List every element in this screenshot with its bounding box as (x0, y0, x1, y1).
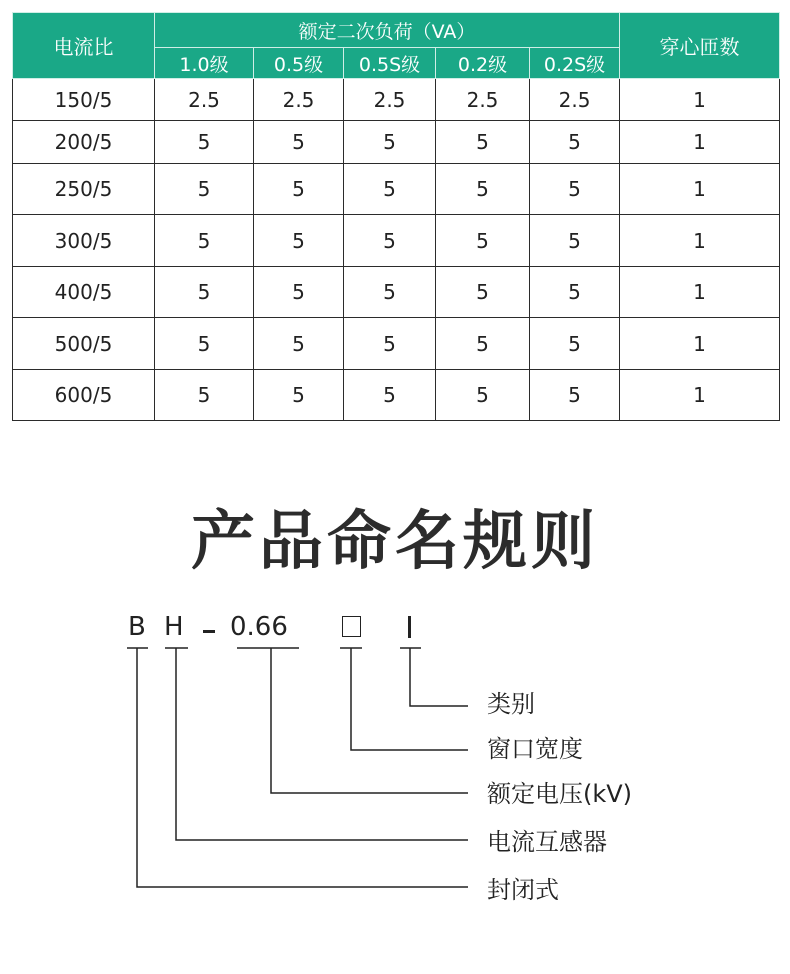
table-cell: 5 (436, 121, 530, 164)
table-cell: 5 (530, 121, 620, 164)
table-cell: 5 (436, 370, 530, 421)
table-cell: 5 (530, 215, 620, 267)
table-cell: 5 (155, 370, 254, 421)
table-cell: 1 (620, 215, 780, 267)
table-cell: 500/5 (13, 318, 155, 370)
table-cell: 5 (436, 164, 530, 215)
header-class-0-5s: 0.5S级 (344, 48, 436, 79)
table-cell: 5 (436, 215, 530, 267)
table-cell: 5 (530, 370, 620, 421)
label-current-transformer: 电流互感器 (487, 828, 607, 856)
table-cell: 5 (254, 164, 344, 215)
table-cell: 5 (155, 215, 254, 267)
table-cell: 5 (530, 318, 620, 370)
code-letter-h: H (164, 612, 184, 642)
table-cell: 5 (344, 164, 436, 215)
table-cell: 5 (344, 267, 436, 318)
label-sealed: 封闭式 (487, 876, 559, 904)
header-class-0-2s: 0.2S级 (530, 48, 620, 79)
table-cell: 2.5 (344, 79, 436, 121)
table-cell: 2.5 (155, 79, 254, 121)
table-cell: 1 (620, 318, 780, 370)
table-cell: 1 (620, 121, 780, 164)
header-turns: 穿心匝数 (620, 13, 780, 79)
label-window-width: 窗口宽度 (487, 735, 583, 763)
header-class-0-2: 0.2级 (436, 48, 530, 79)
table-cell: 5 (530, 164, 620, 215)
table-cell: 400/5 (13, 267, 155, 318)
table-cell: 5 (344, 318, 436, 370)
table-cell: 300/5 (13, 215, 155, 267)
table-cell: 5 (155, 318, 254, 370)
table-cell: 2.5 (436, 79, 530, 121)
table-cell: 5 (344, 121, 436, 164)
table-cell: 1 (620, 370, 780, 421)
table-cell: 5 (344, 370, 436, 421)
table-cell: 2.5 (530, 79, 620, 121)
header-ratio: 电流比 (13, 13, 155, 79)
table-cell: 5 (436, 318, 530, 370)
table-cell: 2.5 (254, 79, 344, 121)
table-cell: 5 (436, 267, 530, 318)
table-cell: 5 (155, 164, 254, 215)
table-cell: 5 (155, 267, 254, 318)
header-class-1-0: 1.0级 (155, 48, 254, 79)
table-cell: 150/5 (13, 79, 155, 121)
code-letter-b: B (128, 612, 146, 642)
table-cell: 5 (155, 121, 254, 164)
table-cell: 5 (254, 318, 344, 370)
header-class-0-5: 0.5级 (254, 48, 344, 79)
table-cell: 250/5 (13, 164, 155, 215)
table-cell: 200/5 (13, 121, 155, 164)
header-burden: 额定二次负荷（VA） (155, 13, 620, 48)
table-cell: 5 (254, 267, 344, 318)
table-cell: 600/5 (13, 370, 155, 421)
table-cell: 5 (254, 215, 344, 267)
table-cell: 1 (620, 79, 780, 121)
table-cell: 5 (530, 267, 620, 318)
label-rated-voltage: 额定电压(kV) (487, 780, 633, 808)
table-cell: 5 (344, 215, 436, 267)
table-cell: 5 (254, 370, 344, 421)
table-cell: 5 (254, 121, 344, 164)
table-cell: 1 (620, 267, 780, 318)
code-voltage: 0.66 (230, 612, 288, 642)
label-category: 类别 (487, 690, 535, 718)
table-cell: 1 (620, 164, 780, 215)
naming-title: 产品命名规则 (191, 505, 599, 579)
